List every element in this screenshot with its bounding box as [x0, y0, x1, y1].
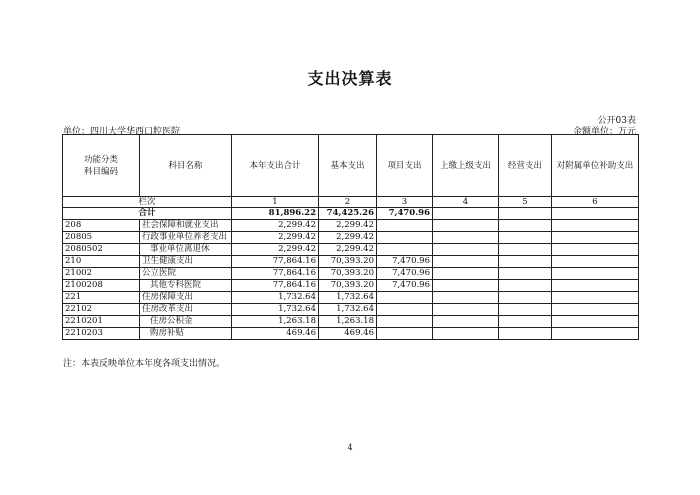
row-value: 2,299.42 — [319, 232, 377, 244]
index-num: 6 — [552, 197, 639, 208]
row-value: 77,864.16 — [232, 256, 319, 268]
row-name: 购房补贴 — [140, 328, 232, 340]
row-value: 2,299.42 — [232, 220, 319, 232]
total-value: 74,425.26 — [319, 208, 377, 220]
row-code: 2210201 — [63, 316, 140, 328]
row-value — [377, 316, 433, 328]
row-value — [377, 292, 433, 304]
row-value — [433, 304, 499, 316]
row-name: 社会保障和就业支出 — [140, 220, 232, 232]
header-col: 经营支出 — [499, 135, 552, 197]
row-value — [377, 244, 433, 256]
row-value: 7,470.96 — [377, 268, 433, 280]
table-row — [63, 256, 639, 268]
row-value — [433, 220, 499, 232]
table-row — [63, 316, 639, 328]
row-value — [499, 256, 552, 268]
total-value — [552, 208, 639, 220]
row-value — [377, 232, 433, 244]
row-code: 210 — [63, 256, 140, 268]
row-name: 公立医院 — [140, 268, 232, 280]
header-col: 对附属单位补助支出 — [552, 135, 639, 197]
row-value: 77,864.16 — [232, 280, 319, 292]
row-value: 2,299.42 — [319, 220, 377, 232]
table-row — [63, 232, 639, 244]
row-value — [499, 304, 552, 316]
total-value: 81,896.22 — [232, 208, 319, 220]
row-value — [552, 304, 639, 316]
row-value: 1,732.64 — [232, 304, 319, 316]
table-row — [63, 304, 639, 316]
row-value: 1,263.18 — [319, 316, 377, 328]
row-value — [377, 220, 433, 232]
header-row — [63, 135, 639, 197]
index-row — [63, 197, 639, 208]
row-value — [433, 244, 499, 256]
form-number: 公开03表 — [597, 116, 636, 126]
row-value — [499, 244, 552, 256]
row-value — [433, 292, 499, 304]
row-value: 1,732.64 — [319, 292, 377, 304]
row-value — [552, 232, 639, 244]
row-value — [552, 268, 639, 280]
table-row — [63, 280, 639, 292]
row-value — [552, 280, 639, 292]
page-title: 支出决算表 — [307, 69, 393, 88]
row-value — [377, 304, 433, 316]
page-number: 4 — [347, 443, 353, 452]
total-label: 合计 — [63, 208, 232, 220]
row-value — [499, 280, 552, 292]
row-value: 1,732.64 — [319, 304, 377, 316]
index-num: 3 — [377, 197, 433, 208]
index-num: 1 — [232, 197, 319, 208]
row-name: 住房公积金 — [140, 316, 232, 328]
header-col: 基本支出 — [319, 135, 377, 197]
row-value — [377, 328, 433, 340]
row-code: 2210203 — [63, 328, 140, 340]
row-code: 20805 — [63, 232, 140, 244]
header-col: 本年支出合计 — [232, 135, 319, 197]
row-value: 7,470.96 — [377, 280, 433, 292]
row-name: 其他专科医院 — [140, 280, 232, 292]
row-value: 469.46 — [232, 328, 319, 340]
row-name: 住房改革支出 — [140, 304, 232, 316]
row-value — [552, 244, 639, 256]
table-row — [63, 268, 639, 280]
row-code: 208 — [63, 220, 140, 232]
index-num: 2 — [319, 197, 377, 208]
row-value: 469.46 — [319, 328, 377, 340]
header-code: 功能分类 科目编码 — [63, 135, 140, 197]
row-value: 2,299.42 — [319, 244, 377, 256]
total-row — [63, 208, 639, 220]
row-value — [552, 220, 639, 232]
row-value — [552, 328, 639, 340]
row-value: 1,732.64 — [232, 292, 319, 304]
row-code: 21002 — [63, 268, 140, 280]
currency-label: 金额单位：万元 — [572, 127, 636, 137]
row-value: 70,393.20 — [319, 268, 377, 280]
row-value: 2,299.42 — [232, 232, 319, 244]
row-code: 2080502 — [63, 244, 140, 256]
unit-label: 单位：四川大学华西口腔医院 — [63, 127, 181, 137]
row-name: 卫生健康支出 — [140, 256, 232, 268]
table-row — [63, 292, 639, 304]
row-value — [433, 232, 499, 244]
row-name: 行政事业单位养老支出 — [140, 232, 232, 244]
index-num: 4 — [433, 197, 499, 208]
row-value: 70,393.20 — [319, 256, 377, 268]
total-value — [433, 208, 499, 220]
expenditure-table — [62, 134, 639, 340]
row-value — [499, 316, 552, 328]
row-name: 住房保障支出 — [140, 292, 232, 304]
row-value — [499, 220, 552, 232]
row-value: 70,393.20 — [319, 280, 377, 292]
row-value — [433, 328, 499, 340]
row-value — [499, 328, 552, 340]
row-value — [552, 316, 639, 328]
total-value: 7,470.96 — [377, 208, 433, 220]
index-label: 栏次 — [63, 197, 232, 208]
table-row — [63, 220, 639, 232]
footnote: 注：本表反映单位本年度各项支出情况。 — [63, 359, 226, 369]
index-num: 5 — [499, 197, 552, 208]
row-value: 1,263.18 — [232, 316, 319, 328]
header-name: 科目名称 — [140, 135, 232, 197]
total-value — [499, 208, 552, 220]
row-value — [433, 268, 499, 280]
row-value: 7,470.96 — [377, 256, 433, 268]
row-code: 221 — [63, 292, 140, 304]
row-value: 2,299.42 — [232, 244, 319, 256]
table-row — [63, 328, 639, 340]
row-value — [433, 280, 499, 292]
row-value — [499, 292, 552, 304]
row-value — [499, 232, 552, 244]
row-code: 22102 — [63, 304, 140, 316]
row-value — [552, 292, 639, 304]
row-code: 2100208 — [63, 280, 140, 292]
header-col: 项目支出 — [377, 135, 433, 197]
row-name: 事业单位离退休 — [140, 244, 232, 256]
table-row — [63, 244, 639, 256]
header-col: 上缴上级支出 — [433, 135, 499, 197]
row-value — [552, 256, 639, 268]
row-value — [433, 256, 499, 268]
row-value — [499, 268, 552, 280]
row-value: 77,864.16 — [232, 268, 319, 280]
row-value — [433, 316, 499, 328]
